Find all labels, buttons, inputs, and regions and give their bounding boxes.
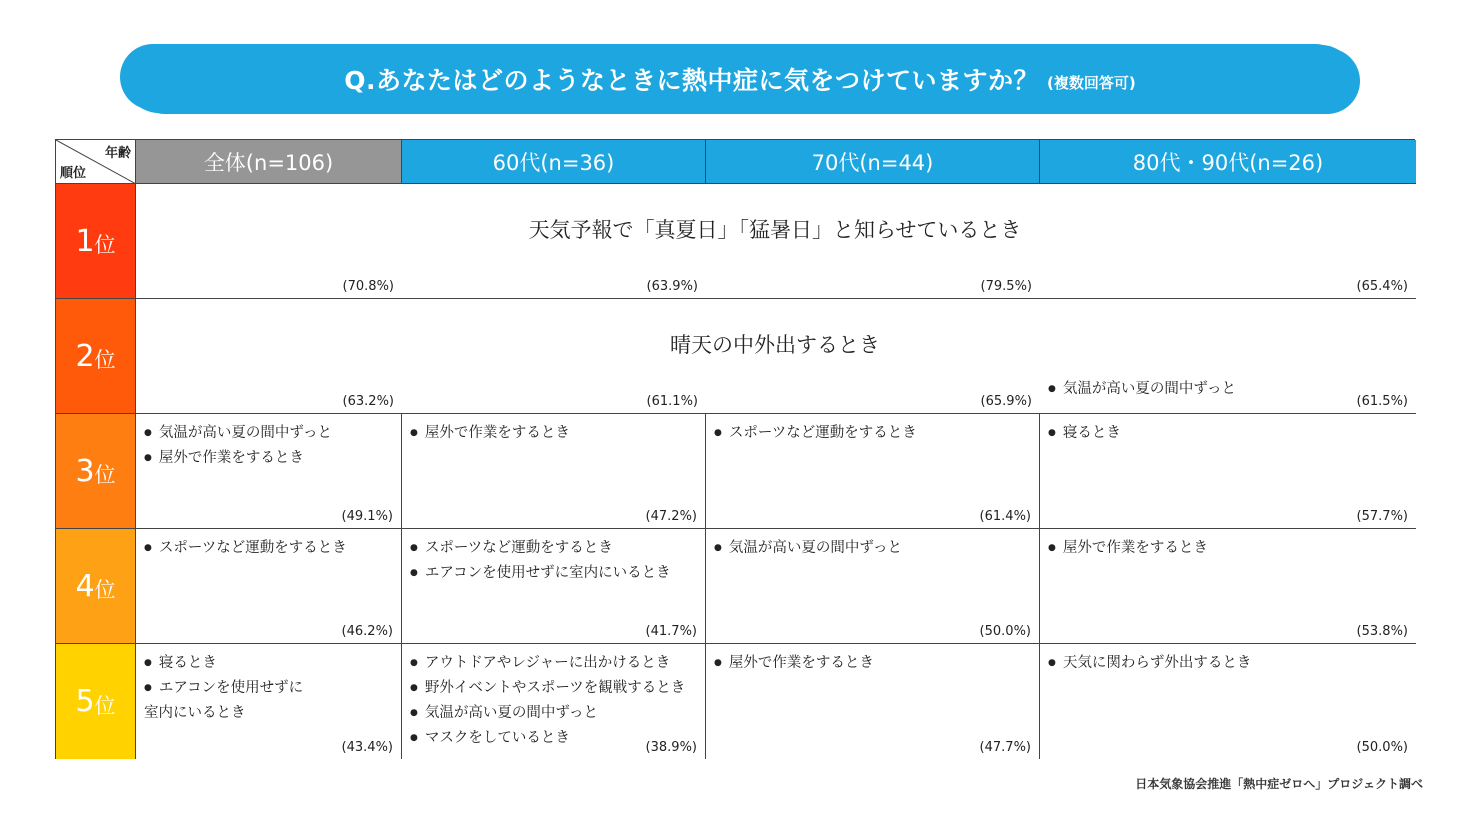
answer-item: ● 屋外で作業をするとき (714, 652, 874, 677)
percentage-label: (63.2%) (342, 394, 394, 409)
rank-unit: 位 (94, 348, 116, 372)
result-cell (1040, 414, 1416, 529)
column-header-80s-90s: 80代・90代(n=26) (1040, 140, 1416, 184)
percentage-label: (61.4%) (979, 509, 1031, 524)
merged-answer-text: 晴天の中外出するとき (670, 333, 880, 357)
percentage-label: (38.9%) (645, 740, 697, 755)
question-note: (複数回答可) (1047, 73, 1136, 92)
percentage-label: (63.9%) (646, 279, 698, 294)
percentage-label: (65.4%) (1356, 279, 1408, 294)
column-header-70s: 70代(n=44) (706, 140, 1040, 184)
answer-item: ● スポーツなど運動をするとき (144, 537, 347, 562)
percentage-label: (70.8%) (342, 279, 394, 294)
answer-item: ● 屋外で作業をするとき (144, 447, 332, 472)
percentage-label: (46.2%) (341, 624, 393, 639)
result-cell (136, 644, 402, 759)
rank-unit: 位 (94, 463, 116, 487)
rank-cell-5 (56, 644, 136, 759)
percentage-label: (50.0%) (979, 624, 1031, 639)
result-cell (402, 529, 706, 644)
answer-item: ● 屋外で作業をするとき (410, 422, 570, 447)
rank-unit: 位 (94, 693, 116, 718)
answer-item: ● エアコンを使用せずに室内にいるとき (410, 562, 671, 587)
rank-cell-1 (56, 184, 136, 299)
answer-item: ● 気温が高い夏の間中ずっと (410, 702, 685, 727)
answer-item: ● 屋外で作業をするとき (1048, 537, 1208, 562)
rank-number: 1 (75, 223, 95, 259)
rank-number: 4 (75, 568, 95, 604)
rank-cell-3 (56, 414, 136, 529)
rank-cell-2 (56, 299, 136, 414)
rank-number: 2 (75, 338, 95, 374)
rank-cell-4 (56, 529, 136, 644)
percentage-label: (49.1%) (341, 509, 393, 524)
answer-item: ● アウトドアやレジャーに出かけるとき (410, 652, 685, 677)
percentage-label: (53.8%) (1356, 624, 1408, 639)
percentage-label: (50.0%) (1356, 740, 1408, 755)
source-note: 日本気象協会推進「熱中症ゼロへ」プロジェクト調べ (1135, 777, 1423, 791)
result-cell (706, 529, 1040, 644)
answer-item: ● スポーツなど運動をするとき (410, 537, 671, 562)
rank-number: 5 (75, 684, 95, 719)
result-cell (1040, 644, 1416, 759)
question-banner (128, 48, 1352, 110)
result-cell (136, 414, 402, 529)
percentage-label: (41.7%) (645, 624, 697, 639)
rank-label: 順位 (60, 166, 87, 181)
answer-item: ● 気温が高い夏の間中ずっと (1048, 378, 1236, 403)
age-label: 年齢 (104, 146, 131, 161)
result-cell (706, 644, 1040, 759)
answer-item: ● 天気に関わらず外出するとき (1048, 652, 1251, 677)
answer-item: ● エアコンを使用せずに 室内にいるとき (144, 677, 303, 725)
answer-item: ● 寝るとき (144, 652, 303, 677)
answer-item: ● 気温が高い夏の間中ずっと (714, 537, 902, 562)
result-cell (1040, 529, 1416, 644)
result-cell (402, 644, 706, 759)
percentage-label: (79.5%) (980, 279, 1032, 294)
percentage-label: (47.2%) (645, 509, 697, 524)
percentage-label: (57.7%) (1356, 509, 1408, 524)
answer-item: ● 寝るとき (1048, 422, 1121, 447)
answer-item: ● 気温が高い夏の間中ずっと (144, 422, 332, 447)
column-header-all: 全体(n=106) (136, 140, 402, 184)
rank-unit: 位 (94, 578, 116, 602)
corner-header (56, 140, 136, 184)
result-cell (136, 529, 402, 644)
rank-unit: 位 (94, 233, 116, 257)
answer-item: ● スポーツなど運動をするとき (714, 422, 917, 447)
column-header-60s: 60代(n=36) (402, 140, 706, 184)
result-cell (402, 414, 706, 529)
percentage-label: (61.1%) (646, 394, 698, 409)
percentage-label: (47.7%) (979, 740, 1031, 755)
answer-item: ● マスクをしているとき (410, 727, 685, 752)
question-text: Q.あなたはどのようなときに熱中症に気をつけていますか？ (344, 66, 1040, 95)
result-cell (706, 414, 1040, 529)
answer-item: ● 野外イベントやスポーツを観戦するとき (410, 677, 685, 702)
percentage-label: (43.4%) (341, 740, 393, 755)
merged-answer-text: 天気予報で「真夏日」「猛暑日」と知らせているとき (528, 218, 1022, 242)
results-table (55, 139, 1415, 759)
rank-number: 3 (75, 453, 95, 489)
percentage-label: (65.9%) (980, 394, 1032, 409)
percentage-label: (61.5%) (1356, 394, 1408, 409)
